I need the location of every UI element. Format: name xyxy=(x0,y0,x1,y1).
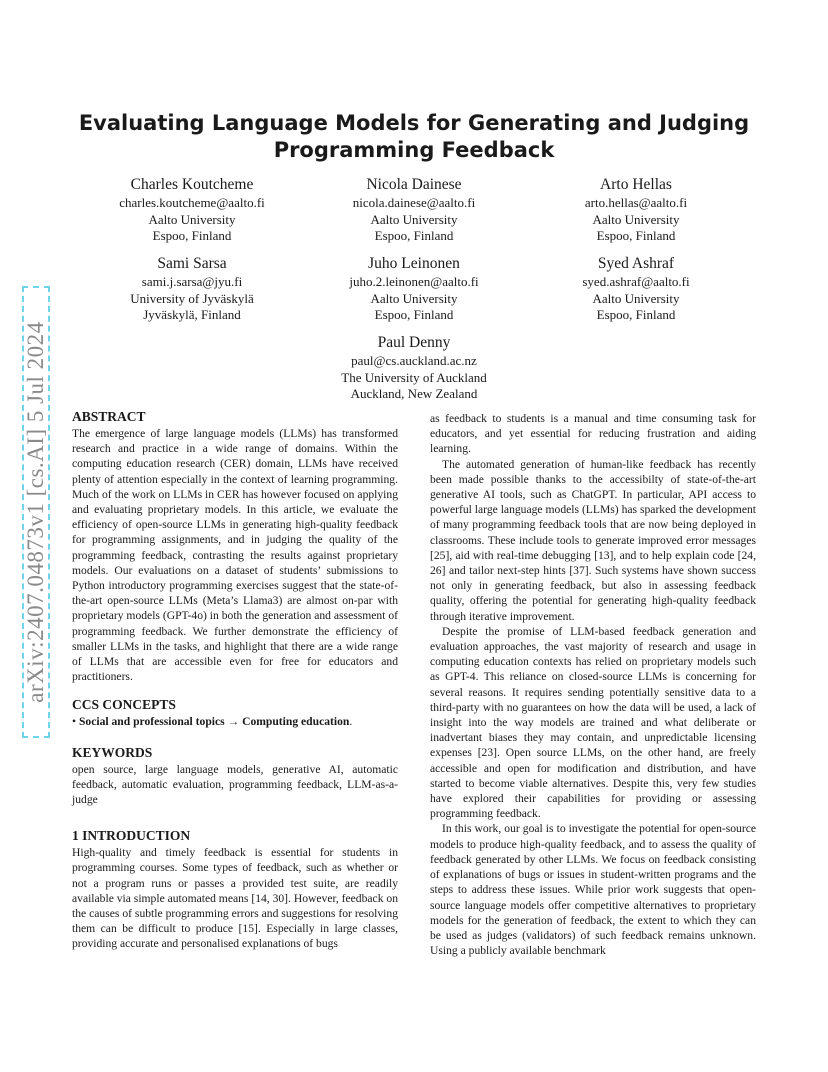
author-name: Paul Denny xyxy=(377,334,451,351)
right-column xyxy=(430,411,756,958)
abstract-text: The emergence of large language models (LLMs) has transformed research and practice in a wide range of domains. Within the computing education research (CER) domain, LLMs have received plenty of attention especially in the context of learning programming. Much of the work on LLMs in CER has however focused on applying and evaluating proprietary models. In this article, we evaluate the efficiency of open-source LLMs in generating high-quality feedback for programming assignments, and in judging the quality of the programming feedback, contrasting the results against proprietary models. Our evaluations on a dataset of students’ submissions to Python introductory programming exercises suggest that the state-of-the-art open-source LLMs (Meta’s Llama3) are almost on-par with proprietary models (GPT-4o) in both the generation and assessment of programming feedback. We further demonstrate the efficiency of smaller LLMs in the tasks, and highlight that there are a wide range of LLMs that are accessible even for free for educators and practitioners. xyxy=(72,427,398,684)
author-email: charles.koutcheme@aalto.fi xyxy=(119,195,265,210)
introduction-paragraph-continued: as feedback to students is a manual and time consuming task for educators, and yet essential for reducing frustration and aiding learning. xyxy=(430,412,756,456)
author-name: Charles Koutcheme xyxy=(130,176,254,193)
author-location: Espoo, Finland xyxy=(374,307,454,322)
ccs-subtopic: Computing education xyxy=(242,715,350,729)
author-card xyxy=(294,175,534,245)
author-affiliation: Aalto University xyxy=(592,290,680,306)
keywords-text: open source, large language models, generative AI, automatic feedback, automatic evaluation, programming feedback, LLM-as-a-judge xyxy=(72,762,398,807)
author-affiliation: Aalto University xyxy=(592,211,680,227)
author-affiliation: University of Jyväskylä xyxy=(130,290,254,306)
ccs-concepts xyxy=(72,714,398,729)
author-card xyxy=(516,175,756,245)
introduction-paragraph: In this work, our goal is to investigate the potential for open-source models to produce high-quality feedback, and to assess the quality of feedback generated by other LLMs. We focus on feedback consisting of explanations of bugs or issues in student-written programs and the steps to address these issues. While prior work suggests that open-source language models offer competitive alternatives to proprietary models for the generation of feedback, the extent to which they can be used as judges (validators) of such feedback remains unknown. Using a publicly available benchmark xyxy=(430,822,756,958)
ccs-arrow: → xyxy=(227,715,240,729)
author-affiliation: The University of Auckland xyxy=(341,369,487,385)
author-card xyxy=(72,175,312,245)
introduction-paragraph: High-quality and timely feedback is essential for students in programming courses. Some types of feedback, such as whether or not a program runs or passes a provided test suite, are readily available via simple automated means [14, 30]. However, feedback on the causes of subtle programming errors and suggestions for resolving them can be difficult to produce [15]. Especially in large classes, providing accurate and personalised explanations of bugs xyxy=(72,846,398,951)
author-location: Espoo, Finland xyxy=(596,228,676,243)
author-email: arto.hellas@aalto.fi xyxy=(584,195,688,210)
keywords-heading: KEYWORDS xyxy=(72,744,153,760)
ccs-heading: CCS CONCEPTS xyxy=(72,697,176,713)
author-name: Sami Sarsa xyxy=(157,255,227,272)
author-name: Syed Ashraf xyxy=(597,255,675,272)
author-email: nicola.dainese@aalto.fi xyxy=(352,195,476,210)
ccs-period: . xyxy=(349,715,353,729)
author-location: Espoo, Finland xyxy=(596,307,676,322)
author-card xyxy=(294,254,534,324)
author-location: Espoo, Finland xyxy=(152,228,232,243)
arxiv-stamp xyxy=(22,286,50,738)
author-affiliation: Aalto University xyxy=(370,290,458,306)
arxiv-identifier: arXiv:2407.04873v1 [cs.AI] 5 Jul 2024 xyxy=(23,321,48,703)
paper-title: Evaluating Language Models for Generating and Judging Programming Feedback xyxy=(78,111,750,162)
abstract-heading: ABSTRACT xyxy=(72,409,146,424)
author-email: paul@cs.auckland.ac.nz xyxy=(351,353,477,368)
author-location: Jyväskylä, Finland xyxy=(143,307,241,322)
author-card xyxy=(516,254,756,324)
author-name: Nicola Dainese xyxy=(366,176,462,193)
introduction-heading: 1 INTRODUCTION xyxy=(72,828,191,844)
ccs-bullet: • xyxy=(72,715,77,729)
author-name: Juho Leinonen xyxy=(368,255,460,272)
author-affiliation: Aalto University xyxy=(148,211,236,227)
author-email: syed.ashraf@aalto.fi xyxy=(582,274,690,289)
introduction-paragraph: The automated generation of human-like feedback has recently been made possible thanks to the accessibilty of state-of-the-art generative AI tools, such as ChatGPT. In particular, API access to powerful large language models (LLMs) has sparked the development of many programming feedback tools that are now being deployed in classrooms. These include tools to generate improved error messages [25], aid with real-time debugging [13], and to help explain code [24, 26] and tailor next-step hints [37]. Such systems have shown success not only in generating feedback, but also in assessing feedback quality, offering the potential for generating high-quality feedback through iterative improvement. xyxy=(430,457,756,623)
author-email: sami.j.sarsa@jyu.fi xyxy=(141,274,243,289)
author-name: Arto Hellas xyxy=(600,176,672,193)
author-affiliation: Aalto University xyxy=(370,211,458,227)
left-column xyxy=(72,408,398,952)
author-card xyxy=(294,333,534,403)
author-email: juho.2.leinonen@aalto.fi xyxy=(349,274,479,289)
ccs-topic: Social and professional topics xyxy=(78,715,225,729)
author-location: Espoo, Finland xyxy=(374,228,454,243)
introduction-paragraph: Despite the promise of LLM-based feedback generation and evaluation approaches, the vast majority of research and usage in computing education contexts has relied on proprietary models such as GPT-4. This reliance on closed-source LLMs is concerning for several reasons. It requires sending potentially sensitive data to a third-party with no guarantees on how the data will be used, a lack of insight into the way models are trained and what deliberate or inadvertant biases they may contain, and unpredictable licensing expenses [23]. Open source LLMs, on the other hand, are freely accessible and open for modification and distribution, and have started to become viable alternatives. Despite this, very few studies have explored their capabilities for providing or assessing programming feedback. xyxy=(430,624,756,821)
author-location: Auckland, New Zealand xyxy=(350,386,478,401)
author-card xyxy=(72,254,312,324)
